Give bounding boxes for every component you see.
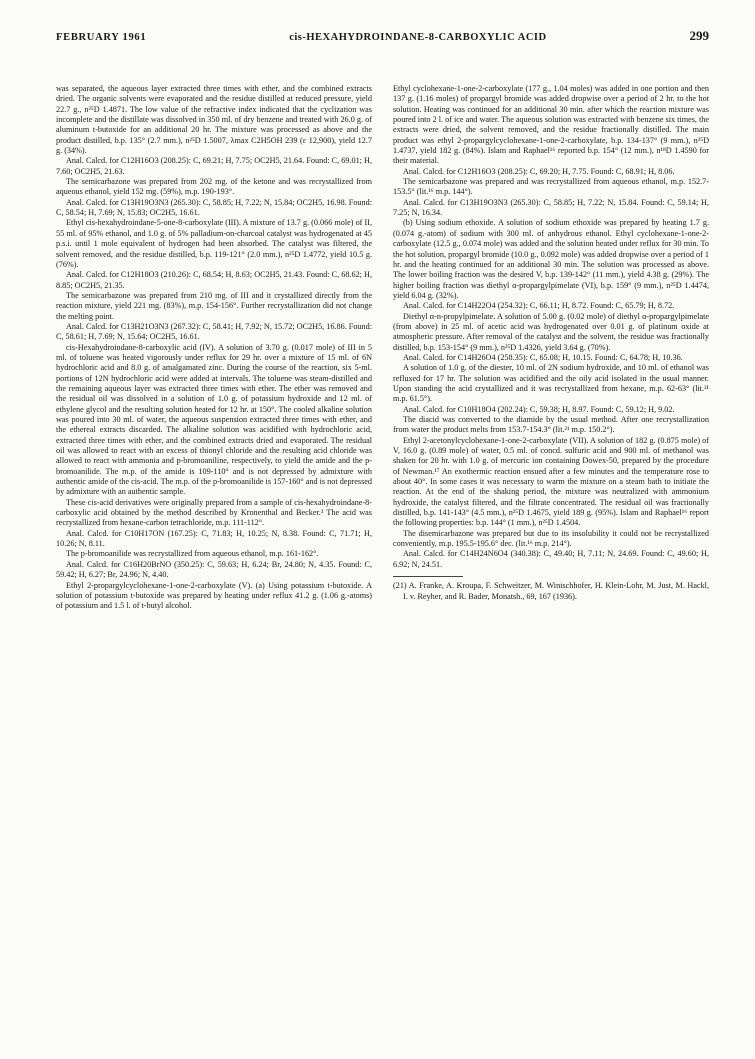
paragraph: Anal. Calcd. for C14H22O4 (254.32): C, 66.11; H, 8.72. Found: C, 65.79; H, 8.72. — [403, 301, 675, 311]
paragraph: Anal. Calcd. for C16H20BrNO (350.25): C, 59.63; H, 6.24; Br, 24.80; N, 4.35. Found: C, 59.42; H, 6.27; Br, 24.96; N, 4.40. — [56, 559, 372, 580]
paragraph: Diethyl α-n-propylpimelate. A solution of 5.00 g. (0.02 mole) of diethyl α-propargylpimelate (from above) in 25 ml. of acetic acid was hydrogenated over 0.01 g. of platinum oxide at atmospheric pressure. After removal of the catalyst and the solvent, the residue was fractionally distilled, b.p. 153-154° (9 mm.), n²⁵D 1.4326, yield 3.64 g. (70%). — [393, 311, 709, 352]
paragraph: Anal. Calcd. for C13H21O3N3 (267.32): C, 58.41; H, 7.92; N, 15.72; OC2H5, 16.86. Found: C, 58.61; H, 7.69; N, 15.64; OC2H5, 16.61. — [56, 321, 372, 342]
paragraph: The diacid was converted to the diamide by the usual method. After one recrystallization from water the product melts from 153.7-154.3° (lit.²¹ m.p. 150.2°). — [393, 415, 709, 435]
left-column — [56, 84, 372, 612]
issue-date: FEBRUARY 1961 — [56, 32, 147, 43]
paragraph: cis-Hexahydroindane-8-carboxylic acid (IV). A solution of 3.70 g. (0.017 mole) of III in 5 ml. of toluene was heated vigorously under reflux for 29 hr. over a mixture of 15 ml. of 6N hydrochloric acid and 8.0 g. of amalgamated zinc. During the course of the reaction, six 5-ml. portions of 12N hydrochloric acid were added at intervals. The toluene was steam-distilled and the remaining aqueous layer was extracted three times with ether. The ether was removed and the residual oil was dissolved in a solution of 1.0 g. of potassium hydroxide and 12 ml. of ethylene glycol and the resulting solution heated for 12 hr. at 150°. The cooled alkaline solution was poured into 30 ml. of water, the aqueous suspension extracted three times with ether, and the ethereal extracts discarded. The alkaline solution was acidified with hydrochloric acid, extracted three times with ether, and the combined extracts dried and evaporated. The residual oil was allowed to react with an excess of thionyl chloride and the resulting acid chloride was allowed to react with ammonia and p-bromoaniline, respectively, to yield the amide and the p-bromoanilide. The m.p. of the amide is 109-110° and is not depressed by admixture with authentic amide of the cis-acid. The m.p. of the p-bromoanilide is 157-160° and is not depressed by admixture with an authentic sample. — [56, 342, 372, 497]
paragraph: Ethyl cis-hexahydroindane-5-one-8-carboxylate (III). A mixture of 13.7 g. (0.066 mole) of II, 55 ml. of 95% ethanol, and 1.0 g. of 5% palladium-on-charcoal catalyst was hydrogenated at 45 p.s.i. until 1 mole equivalent of hydrogen had been absorbed. The catalyst was filtered, the solvent removed, and the residue distilled, b.p. 119-121° (2.0 mm.), n²⁵D 1.4772, yield 10.5 g. (76%). — [56, 218, 372, 269]
paragraph: Ethyl cyclohexane-1-one-2-carboxylate (177 g., 1.04 moles) was added in one portion and then 137 g. (1.16 moles) of propargyl bromide was added dropwise over a period of 2 hr. to the hot solution. Heating was continued for an additional 30 min. after which the reaction mixture was poured into 2 l. of ice and water. The aqueous solution was extracted with benzene six times, the extracts were dried, the solvent removed, and the residue fractionally distilled. The main product was ethyl 2-propargylcyclohexane-1-one-2-carboxylate, b.p. 134-137° (9 mm.), n²⁵D 1.4737, yield 182 g. (84%). Islam and Raphael¹⁶ reported b.p. 154° (12 mm.), n¹⁸D 1.4590 for their material. — [393, 84, 709, 166]
paragraph: The semicarbazone was prepared from 202 mg. of the ketone and was recrystallized from aqueous ethanol, yield 152 mg. (59%), m.p. 190-193°. — [56, 177, 372, 197]
paragraph: These cis-acid derivatives were originally prepared from a sample of cis-hexahydroindane-8-carboxylic acid obtained by the method described by Kronenthal and Becker.³ The acid was recrystallized from hexane-carbon tetrachloride, m.p. 111-112°. — [56, 497, 372, 528]
paragraph: (b) Using sodium ethoxide. A solution of sodium ethoxide was prepared by heating 1.7 g. (0.074 g.-atom) of sodium with 300 ml. of anhydrous ethanol. Ethyl cyclohexane-1-one-2-carboxylate (12.5 g., 0.074 mole) was added and the solution heated under reflux for 30 min. To the hot solution, propargyl bromide (10.0 g., 0.092 mole) was added dropwise over a period of 1 hr. and the heating continued for an additional 30 min. The solution was processed as above. The lower boiling fraction was the desired V, b.p. 139-142° (11 mm.), yield 4.38 g. (29%). The higher boiling fraction was diethyl α-propargylpimelate (VI), b.p. 159° (9 mm.), n²⁵D 1.4474, yield 6.04 g. (32%). — [393, 218, 709, 300]
running-header — [56, 18, 709, 84]
paragraph: Anal. Calcd. for C12H16O3 (208.25): C, 69.21; H, 7.75; OC2H5, 21.64. Found: C, 69.01; H, 7.60; OC2H5, 21.63. — [56, 156, 372, 176]
paragraph: Anal. Calcd. for C12H18O3 (210.26): C, 68.54; H, 8.63; OC2H5, 21.43. Found: C, 68.62; H, 8.85; OC2H5, 21.35. — [56, 270, 372, 290]
footnote-divider — [393, 576, 463, 577]
paragraph: Anal. Calcd. for C14H26O4 (258.35): C, 65.08; H, 10.15. Found: C, 64.78; H, 10.36. — [403, 352, 683, 362]
paragraph: The semicarbazone was prepared from 210 mg. of III and it crystallized directly from the reaction mixture, yield 221 mg. (83%), m.p. 154-156°. Further recrystallization did not change the melting point. — [56, 290, 372, 321]
two-column-body — [56, 84, 709, 612]
running-title: cis-HEXAHYDROINDANE-8-CARBOXYLIC ACID — [289, 32, 547, 43]
paragraph: Ethyl 2-propargylcyclohexane-1-one-2-carboxylate (V). (a) Using potassium t-butoxide. A solution of potassium t-butoxide was prepared by heating under reflux 41.2 g. (1.06 g.-atoms) of potassium and 1.5 l. of t-butyl alcohol. — [56, 580, 372, 611]
paragraph: Anal. Calcd. for C13H19O3N3 (265.30): C, 58.85; H, 7.22; N, 15.84. Found: C, 59.14; H, 7.25; N, 16.34. — [393, 197, 709, 218]
footnote: (21) A. Franke, A. Kroupa, F. Schweitzer, M. Winischhofer, H. Klein-Lohr, M. Just, M. Hackl, I. v. Reyher, and R. Bader, Monatsh., 69, 167 (1936). — [393, 581, 709, 601]
paragraph: A solution of 1.0 g. of the diester, 10 ml. of 2N sodium hydroxide, and 10 ml. of ethanol was refluxed for 17 hr. The solution was acidified and the oily acid isolated in the usual manner. Upon standing the acid crystallized and it was recrystallized from hexane, m.p. 62-63° (lit.²¹ m.p. 61.5°). — [393, 363, 709, 404]
right-column — [393, 84, 709, 612]
paragraph: Anal. Calcd. for C14H24N6O4 (340.38): C, 49.40; H, 7.11; N, 24.69. Found: C, 49.60; H, 6.92; N, 24.51. — [393, 549, 709, 569]
paragraph: Anal. Calcd. for C13H19O3N3 (265.30): C, 58.85; H, 7.22; N, 15.84; OC2H5, 16.98. Found: C, 58.54; H, 7.69; N, 15.83; OC2H5, 16.61. — [56, 197, 372, 218]
paragraph: The semicarbazone was prepared and was recrystallized from aqueous ethanol, m.p. 152.7-153.5° (lit.¹⁶ m.p. 144°). — [393, 177, 709, 197]
paragraph: Anal. Calcd. for C10H18O4 (202.24): C, 59.38; H, 8.97. Found: C, 59.12; H, 9.02. — [403, 404, 675, 414]
paragraph: Anal. Calcd. for C12H16O3 (208.25): C, 69.20; H, 7.75. Found: C, 68.91; H, 8.06. — [403, 166, 675, 176]
paragraph: Anal. Calcd. for C10H17ON (167.25): C, 71.83; H, 10.25; N, 8.38. Found: C, 71.71; H, 10.26; N, 8.11. — [56, 528, 372, 549]
paragraph: The disemicarbazone was prepared but due to its insolubility it could not be recrystallized conveniently, m.p. 195.5-195.6° dec. (lit.¹⁶ m.p. 214°). — [393, 528, 709, 549]
paragraph: The p-bromoanilide was recrystallized from aqueous ethanol, m.p. 161-162°. — [66, 549, 319, 559]
paragraph: Ethyl 2-acetonylcyclohexane-1-one-2-carboxylate (VII). A solution of 182 g. (0.875 mole) of V, 16.0 g. (0.89 mole) of water, 0.5 ml. of concd. sulfuric acid and 900 ml. of methanol was shaken for 20 hr. with 1.0 g. of mercuric ion containing Dowex-50, prepared by the procedure of Newman.¹⁷ An exothermic reaction ensued after a few minutes and the temperature rose to about 40°. In some cases it was necessary to warm the mixture on a steam bath to initiate the reaction. At the end of the shaking period, the mixture was neutralized with ammonium hydroxide, the catalyst filtered, and the filtrate concentrated. The residual oil was fractionally distilled, b.p. 141-143° (4.5 mm.), n²⁵D 1.4675, yield 189 g. (95%). Islam and Raphael¹⁶ report the following properties: b.p. 144° (1 mm.), n²⁵D 1.4504. — [393, 435, 709, 528]
page-number: 299 — [689, 28, 709, 43]
paragraph: was separated, the aqueous layer extracted three times with ether, and the combined extracts dried. The organic solvents were evaporated and the residue distilled at reduced pressure, yield 22.7 g., n²⁵D 1.4871. The low value of the refractive index indicated that the cyclization was incomplete and the distillate was dissolved in 350 ml. of dry benzene and treated with 26.0 g. of aluminum t-butoxide for an additional 20 hr. The mixture was processed as above and the product distilled, b.p. 135° (2.7 mm.), n²⁵D 1.5007, λmax C2H5OH 239 (ε 12,900), yield 12.7 g. (34%). — [56, 84, 372, 156]
